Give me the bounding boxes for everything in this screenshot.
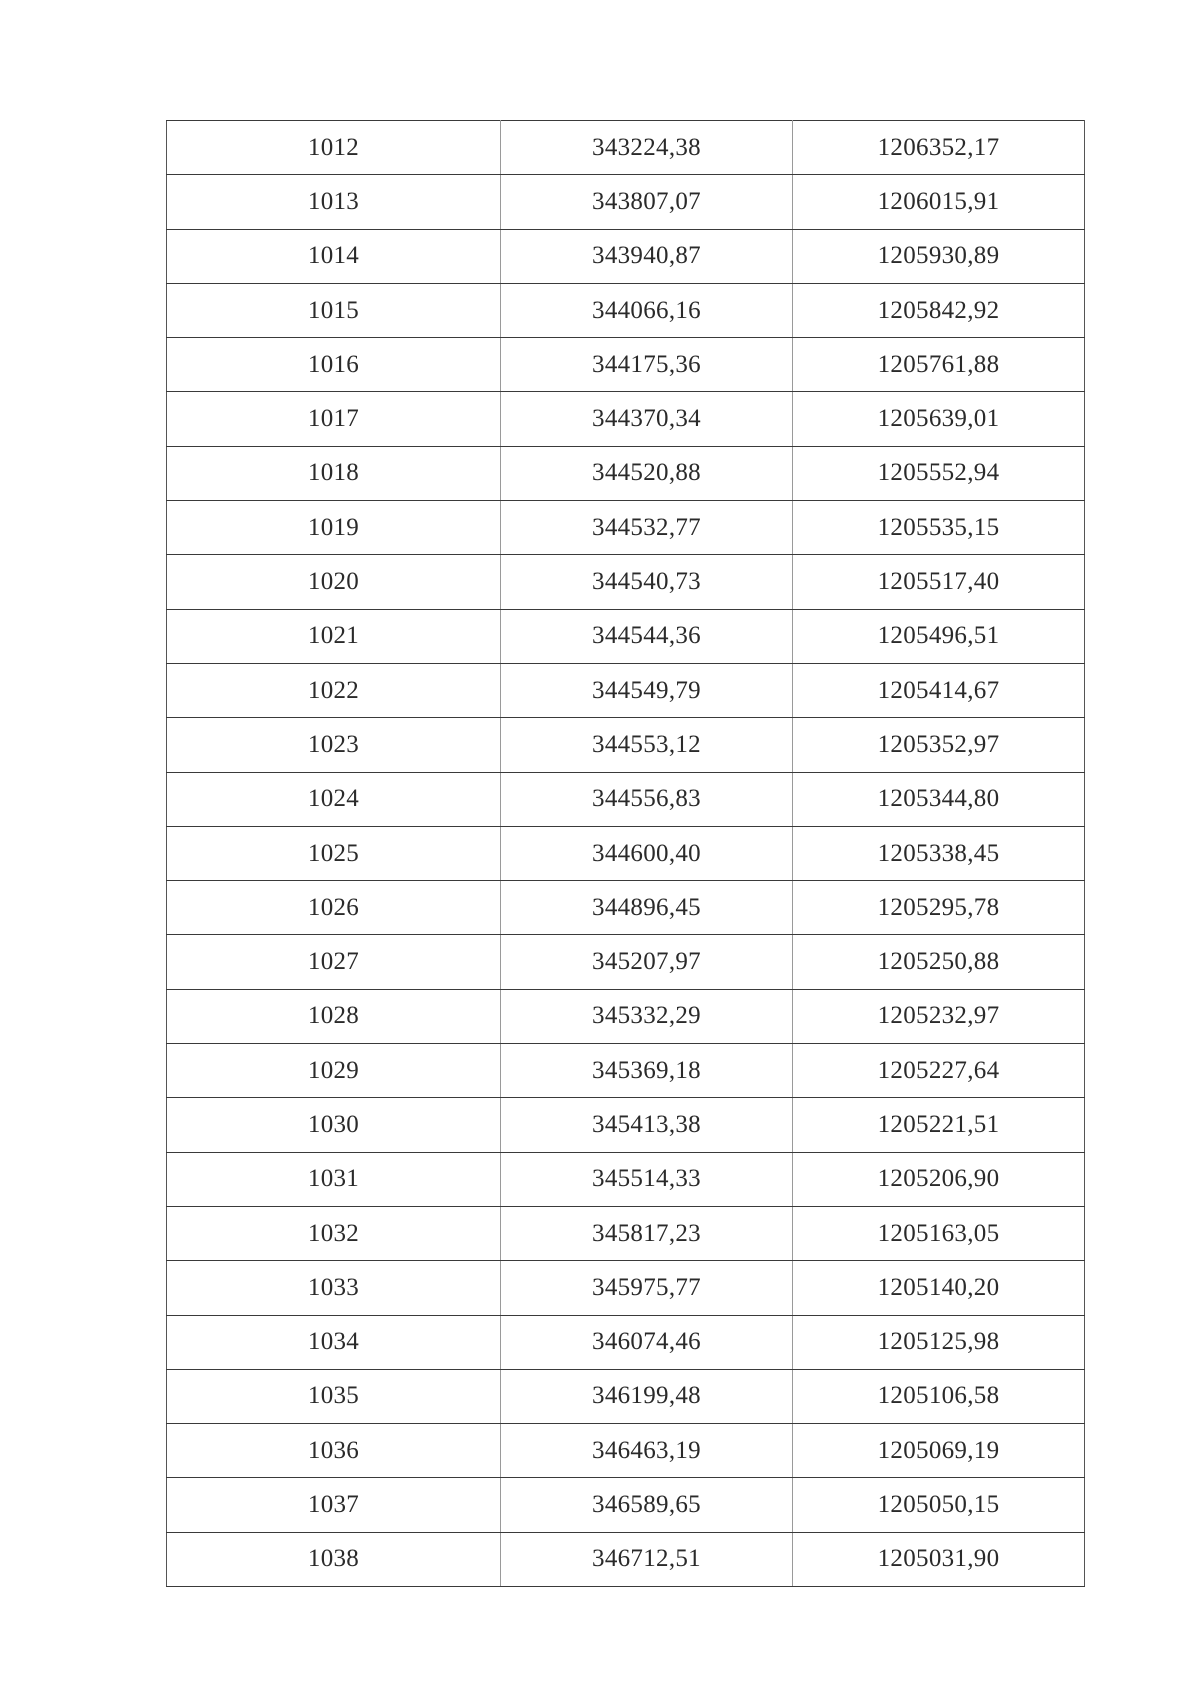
x-coordinate-cell: 345817,23 <box>501 1206 793 1260</box>
table-row <box>167 1261 1085 1315</box>
y-coordinate-cell: 1205639,01 <box>793 392 1085 446</box>
x-coordinate-cell: 346463,19 <box>501 1424 793 1478</box>
table-row <box>167 1478 1085 1532</box>
y-coordinate-cell: 1206352,17 <box>793 121 1085 175</box>
y-coordinate-cell: 1205069,19 <box>793 1424 1085 1478</box>
point-number-cell: 1021 <box>167 609 501 663</box>
table-row <box>167 1044 1085 1098</box>
y-coordinate-cell: 1205221,51 <box>793 1098 1085 1152</box>
x-coordinate-cell: 344532,77 <box>501 501 793 555</box>
y-coordinate-cell: 1205496,51 <box>793 609 1085 663</box>
table-row <box>167 121 1085 175</box>
y-coordinate-cell: 1205125,98 <box>793 1315 1085 1369</box>
point-number-cell: 1029 <box>167 1044 501 1098</box>
table-row <box>167 881 1085 935</box>
point-number-cell: 1013 <box>167 175 501 229</box>
y-coordinate-cell: 1205163,05 <box>793 1206 1085 1260</box>
table-row <box>167 175 1085 229</box>
x-coordinate-cell: 345514,33 <box>501 1152 793 1206</box>
x-coordinate-cell: 344540,73 <box>501 555 793 609</box>
x-coordinate-cell: 346712,51 <box>501 1532 793 1586</box>
y-coordinate-cell: 1205552,94 <box>793 446 1085 500</box>
y-coordinate-cell: 1205227,64 <box>793 1044 1085 1098</box>
y-coordinate-cell: 1206015,91 <box>793 175 1085 229</box>
y-coordinate-cell: 1205352,97 <box>793 718 1085 772</box>
x-coordinate-cell: 343940,87 <box>501 229 793 283</box>
table-row <box>167 989 1085 1043</box>
point-number-cell: 1027 <box>167 935 501 989</box>
point-number-cell: 1031 <box>167 1152 501 1206</box>
table-row <box>167 935 1085 989</box>
point-number-cell: 1012 <box>167 121 501 175</box>
table-row <box>167 1152 1085 1206</box>
point-number-cell: 1032 <box>167 1206 501 1260</box>
y-coordinate-cell: 1205140,20 <box>793 1261 1085 1315</box>
x-coordinate-cell: 343807,07 <box>501 175 793 229</box>
point-number-cell: 1038 <box>167 1532 501 1586</box>
point-number-cell: 1023 <box>167 718 501 772</box>
table-row <box>167 446 1085 500</box>
y-coordinate-cell: 1205250,88 <box>793 935 1085 989</box>
coordinates-table-body <box>167 121 1085 1587</box>
y-coordinate-cell: 1205338,45 <box>793 826 1085 880</box>
x-coordinate-cell: 345975,77 <box>501 1261 793 1315</box>
table-row <box>167 501 1085 555</box>
y-coordinate-cell: 1205050,15 <box>793 1478 1085 1532</box>
x-coordinate-cell: 345369,18 <box>501 1044 793 1098</box>
table-row <box>167 1369 1085 1423</box>
y-coordinate-cell: 1205535,15 <box>793 501 1085 555</box>
table-row <box>167 609 1085 663</box>
point-number-cell: 1014 <box>167 229 501 283</box>
y-coordinate-cell: 1205106,58 <box>793 1369 1085 1423</box>
table-row <box>167 1532 1085 1586</box>
point-number-cell: 1017 <box>167 392 501 446</box>
table-row <box>167 1206 1085 1260</box>
y-coordinate-cell: 1205842,92 <box>793 283 1085 337</box>
point-number-cell: 1025 <box>167 826 501 880</box>
table-row <box>167 826 1085 880</box>
x-coordinate-cell: 344556,83 <box>501 772 793 826</box>
y-coordinate-cell: 1205414,67 <box>793 663 1085 717</box>
x-coordinate-cell: 343224,38 <box>501 121 793 175</box>
point-number-cell: 1035 <box>167 1369 501 1423</box>
table-row <box>167 1315 1085 1369</box>
x-coordinate-cell: 344066,16 <box>501 283 793 337</box>
x-coordinate-cell: 346199,48 <box>501 1369 793 1423</box>
x-coordinate-cell: 345207,97 <box>501 935 793 989</box>
x-coordinate-cell: 346589,65 <box>501 1478 793 1532</box>
table-row <box>167 338 1085 392</box>
table-row <box>167 1098 1085 1152</box>
table-row <box>167 229 1085 283</box>
table-row <box>167 718 1085 772</box>
coordinates-table <box>166 120 1085 1587</box>
x-coordinate-cell: 345413,38 <box>501 1098 793 1152</box>
y-coordinate-cell: 1205232,97 <box>793 989 1085 1043</box>
point-number-cell: 1033 <box>167 1261 501 1315</box>
table-row <box>167 663 1085 717</box>
x-coordinate-cell: 344553,12 <box>501 718 793 772</box>
point-number-cell: 1020 <box>167 555 501 609</box>
x-coordinate-cell: 346074,46 <box>501 1315 793 1369</box>
table-row <box>167 283 1085 337</box>
x-coordinate-cell: 344544,36 <box>501 609 793 663</box>
x-coordinate-cell: 345332,29 <box>501 989 793 1043</box>
y-coordinate-cell: 1205761,88 <box>793 338 1085 392</box>
table-row <box>167 1424 1085 1478</box>
point-number-cell: 1022 <box>167 663 501 717</box>
y-coordinate-cell: 1205930,89 <box>793 229 1085 283</box>
x-coordinate-cell: 344175,36 <box>501 338 793 392</box>
x-coordinate-cell: 344370,34 <box>501 392 793 446</box>
point-number-cell: 1037 <box>167 1478 501 1532</box>
table-row <box>167 555 1085 609</box>
point-number-cell: 1016 <box>167 338 501 392</box>
point-number-cell: 1030 <box>167 1098 501 1152</box>
point-number-cell: 1034 <box>167 1315 501 1369</box>
x-coordinate-cell: 344896,45 <box>501 881 793 935</box>
point-number-cell: 1018 <box>167 446 501 500</box>
point-number-cell: 1024 <box>167 772 501 826</box>
y-coordinate-cell: 1205344,80 <box>793 772 1085 826</box>
point-number-cell: 1019 <box>167 501 501 555</box>
point-number-cell: 1036 <box>167 1424 501 1478</box>
x-coordinate-cell: 344600,40 <box>501 826 793 880</box>
y-coordinate-cell: 1205517,40 <box>793 555 1085 609</box>
y-coordinate-cell: 1205295,78 <box>793 881 1085 935</box>
point-number-cell: 1015 <box>167 283 501 337</box>
x-coordinate-cell: 344549,79 <box>501 663 793 717</box>
table-row <box>167 392 1085 446</box>
y-coordinate-cell: 1205031,90 <box>793 1532 1085 1586</box>
y-coordinate-cell: 1205206,90 <box>793 1152 1085 1206</box>
x-coordinate-cell: 344520,88 <box>501 446 793 500</box>
point-number-cell: 1026 <box>167 881 501 935</box>
point-number-cell: 1028 <box>167 989 501 1043</box>
table-row <box>167 772 1085 826</box>
